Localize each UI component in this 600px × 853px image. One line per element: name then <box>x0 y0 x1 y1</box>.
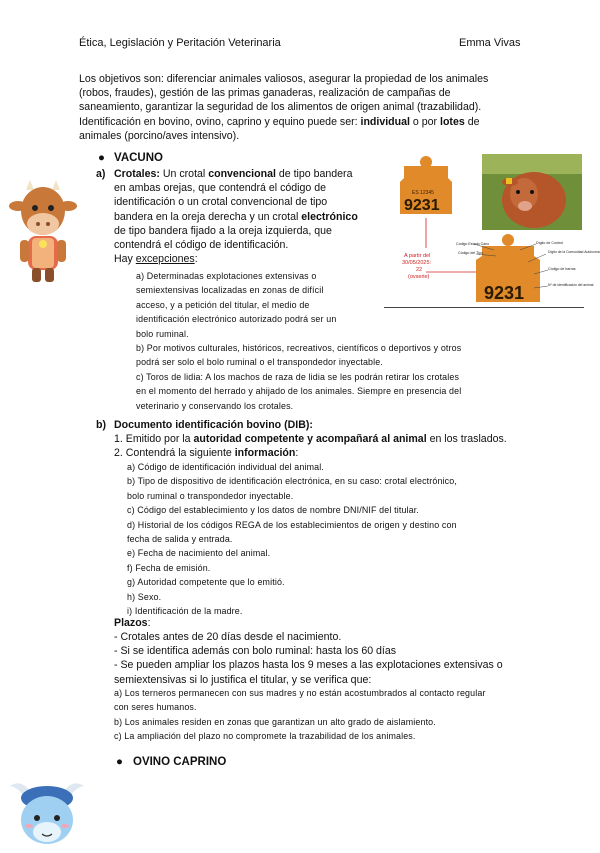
bold-text: convencional <box>208 168 276 180</box>
text-line: e) Fecha de nacimiento del animal. <box>127 548 271 559</box>
text: : <box>147 617 151 629</box>
text-line: bolo ruminal. <box>136 328 189 339</box>
list-marker-a: a) <box>96 168 106 180</box>
text-line: c) Toros de lidia: A los machos de raza de lidia se les podrán retirar los crotales <box>136 371 460 382</box>
list-marker-b: b) <box>96 419 106 431</box>
text-line: a) Determinadas explotaciones extensivas o <box>136 271 317 281</box>
text-line: c) La ampliación del plazo no compromete la trazabilidad de los animales. <box>114 731 416 742</box>
bold-text: información <box>234 447 296 460</box>
bold-text: autoridad competente y acompañará al animal <box>193 433 427 445</box>
text: Hay <box>114 253 136 266</box>
text-line: a) Código de identificación individual del animal. <box>127 462 324 472</box>
text-line: acceso, y a petición del titular, el medio de <box>136 299 310 310</box>
figure-underline <box>384 307 584 308</box>
intro-line: (robos, fraudes), gestión de las primas ganaderas, realización de campañas de <box>79 87 451 100</box>
text: de <box>464 115 480 128</box>
text-line: b) Los animales residen en zonas que garantizan un alto grado de aislamiento. <box>114 716 436 727</box>
text: 2. Contendrá la siguiente <box>114 447 235 460</box>
plazos-conditions <box>114 686 534 744</box>
header-right: Emma Vivas <box>459 37 521 49</box>
text-line: identificación electrónico autorizado podrá ser un <box>136 314 337 325</box>
label-pais: Código Estado Cano <box>456 242 490 246</box>
plazos-list <box>114 630 534 687</box>
text-line: a) Los terneros permanecen con sus madres y no están acostumbrados al contacto regular <box>114 688 486 698</box>
tag2-number: 9231 <box>484 283 525 303</box>
text: 1. Emitido por la <box>114 433 194 445</box>
text-line: semiextensivas localizadas en zonas de difícil <box>136 285 324 296</box>
text-line: i) Identificación de la madre. <box>127 606 243 617</box>
text-line <box>114 167 384 181</box>
text-line <box>114 210 384 224</box>
ear-tag-figure <box>384 152 600 308</box>
red-note-4: (ovserie) <box>408 274 430 280</box>
section-title-ovino: OVINO CAPRINO <box>133 756 227 768</box>
bullet-dot: ● <box>98 152 105 164</box>
red-note-2: 30/05/2025: <box>402 260 432 266</box>
label-digito: Dígito de Control <box>536 241 563 245</box>
text-line: identificación o un crotal convencional de tipo <box>114 196 328 209</box>
text-line: fecha de salida y entrada. <box>127 534 233 545</box>
plazos-heading <box>114 616 151 630</box>
bold-text: Plazos <box>114 617 148 629</box>
bold-text: individual <box>360 115 410 128</box>
text-line: en ambas orejas, que contendrá el código de <box>114 182 327 195</box>
text-line: podrá ser solo el bolo ruminal o el transpondedor inyectable. <box>136 357 383 368</box>
text-line: veterinario y conservando los crotales. <box>136 400 294 411</box>
text-line: contendrá el código de identificación. <box>114 239 289 252</box>
text-line: - Crotales antes de 20 días desde el nacimiento. <box>114 631 342 643</box>
text-line: - Si se identifica además con bolo ruminal: hasta los 60 días <box>114 645 397 658</box>
text-line: semiextensivas si lo justifica el titular, y se verifica que: <box>114 673 372 686</box>
cow-character-illustration <box>8 176 78 286</box>
bullet-dot: ● <box>116 756 123 768</box>
label-numero: Nº de identificación del animal <box>548 283 594 287</box>
exception-a <box>136 269 376 341</box>
text-line: - Se pueden ampliar los plazos hasta los 9 meses a las explotaciones extensivas o <box>114 659 503 672</box>
crotales-paragraph <box>114 167 384 266</box>
text: Identificación en bovino, ovino, caprino y equino puede ser: <box>79 115 361 128</box>
dib-items <box>114 432 534 460</box>
text: de tipo bandera <box>275 168 353 180</box>
red-note-1: A partir del <box>404 253 431 259</box>
text: bandera en la oreja derecha y un crotal <box>114 210 302 223</box>
text-line: con seres humanos. <box>114 702 197 713</box>
exception-b-c <box>136 341 516 413</box>
section-title-vacuno: VACUNO <box>114 152 163 164</box>
goat-character-illustration <box>2 776 92 848</box>
label-barras: Código de barras <box>548 267 576 271</box>
label-comunidad: Dígito de la Comunidad Autónoma <box>548 250 600 254</box>
dib-info-list <box>127 460 527 618</box>
intro-line: saneamiento, garantizar la seguridad de los alimentos de origen animal (trazabilidad). <box>79 101 482 114</box>
text-line <box>114 446 534 460</box>
intro-line: Los objetivos son: diferenciar animales valiosos, asegurar la propiedad de los animales <box>79 73 489 85</box>
text-line: bolo ruminal o transpondedor inyectable. <box>127 490 294 501</box>
text-line: b) Por motivos culturales, históricos, recreativos, científicos o deportivos y otros <box>136 343 462 353</box>
text: : <box>194 253 198 266</box>
text-line: g) Autoridad competente que lo emitió. <box>127 577 285 588</box>
dib-title: Documento identificación bovino (DIB): <box>114 419 313 431</box>
text-line: c) Código del establecimiento y los datos de nombre DNI/NIF del titular. <box>127 505 419 516</box>
text-line: en el momento del herrado y ahijado de los animales. Siempre en presencia del <box>136 386 462 397</box>
text-line <box>114 432 534 446</box>
intro-paragraph <box>79 72 519 143</box>
tag-number: 9231 <box>404 197 440 214</box>
text-line <box>114 252 384 266</box>
red-note-3: 22 <box>416 267 423 273</box>
underlined-text: excepciones <box>135 253 195 266</box>
intro-line <box>79 115 519 129</box>
text-line: de tipo bandera fijado a la oreja izquierda, que <box>114 224 332 237</box>
label-tipo: Código del Tipo <box>458 251 483 255</box>
bold-text: electrónico <box>301 210 358 223</box>
text: o por <box>409 115 441 128</box>
tag-small-code: ES 12345 <box>412 190 434 196</box>
text-line: b) Tipo de dispositivo de identificación electrónica, en su caso: crotal electrónico, <box>127 476 457 487</box>
text-line: d) Historial de los códigos REGA de los establecimientos de origen y destino con <box>127 519 457 530</box>
text: Un crotal <box>159 168 209 180</box>
calf-photo <box>482 154 582 230</box>
bold-text: lotes <box>440 115 465 128</box>
intro-line: animales (porcino/aves intensivo). <box>79 129 240 142</box>
bold-text: Crotales: <box>114 168 160 180</box>
text: : <box>295 447 299 460</box>
text-line: f) Fecha de emisión. <box>127 562 211 573</box>
text-line: h) Sexo. <box>127 591 162 602</box>
text: en los traslados. <box>426 433 507 445</box>
header-left: Ética, Legislación y Peritación Veterinaria <box>79 37 281 49</box>
